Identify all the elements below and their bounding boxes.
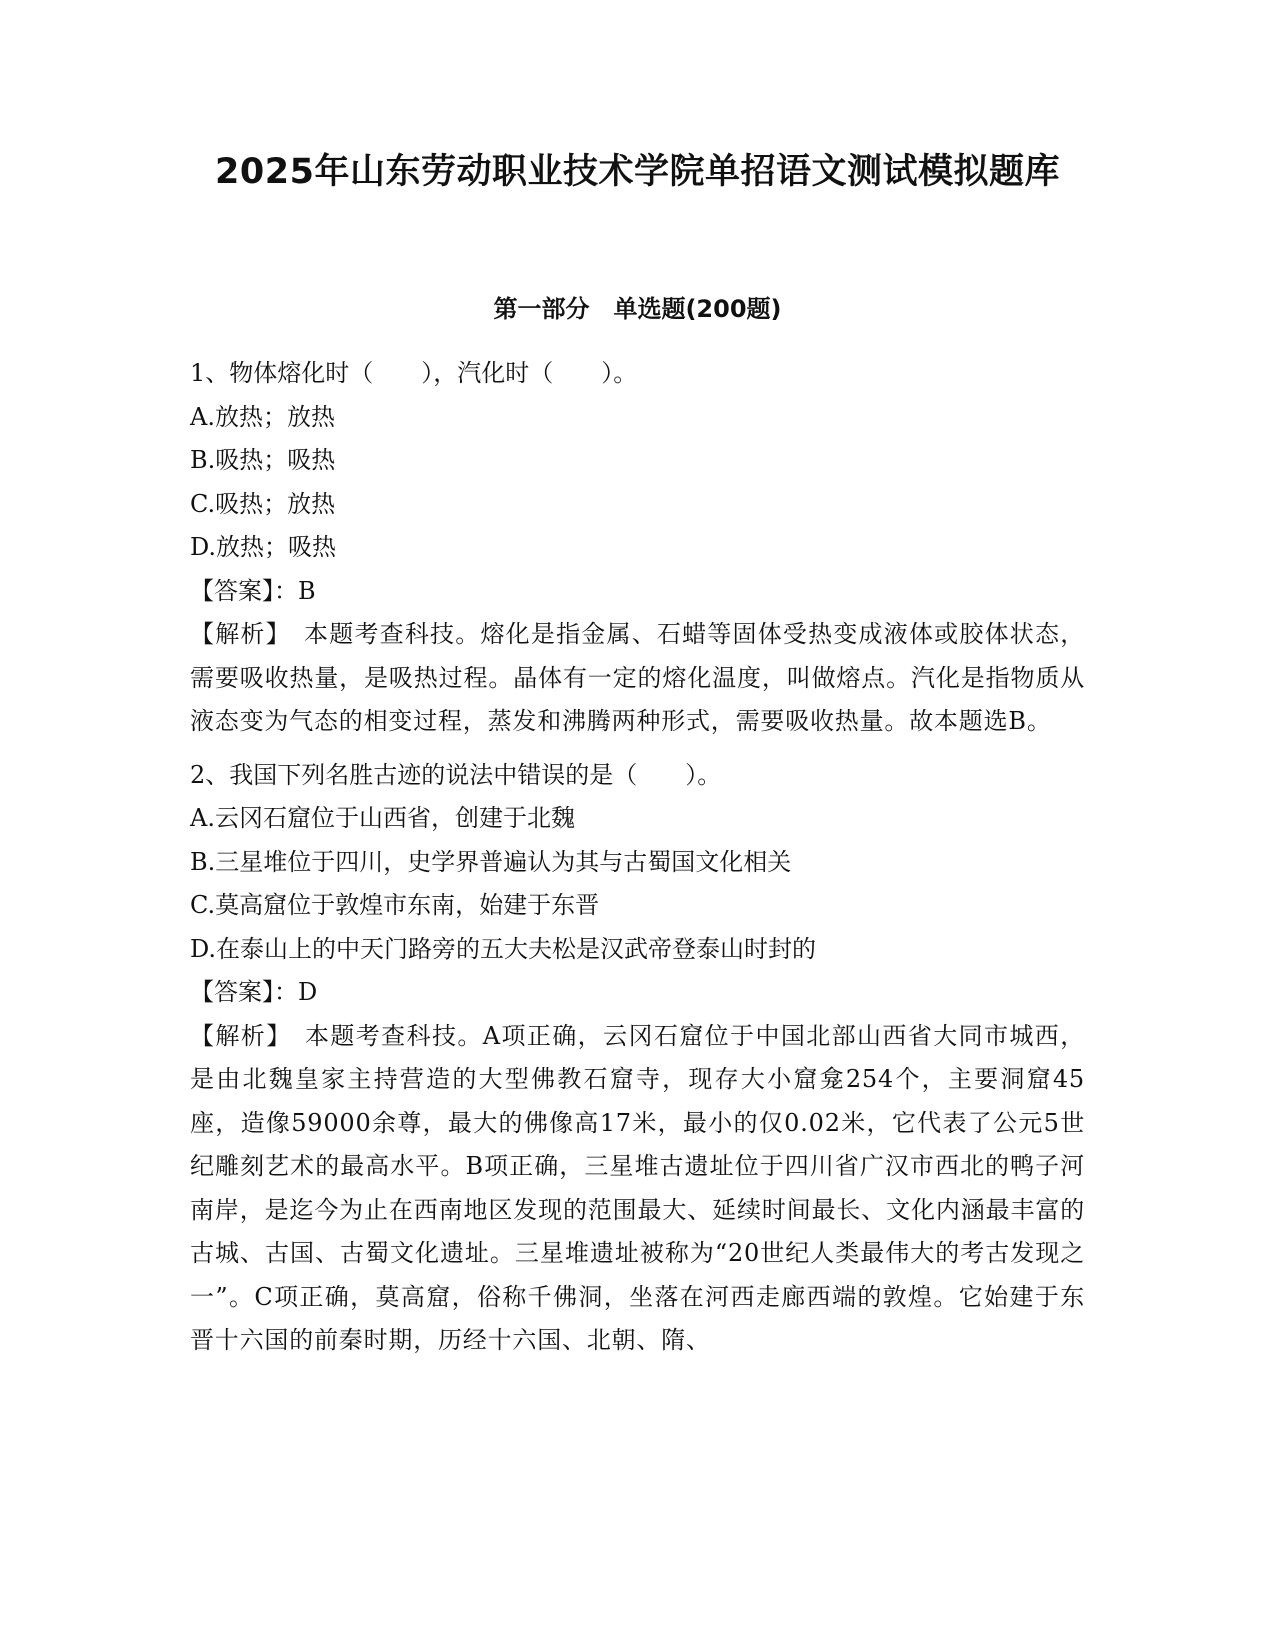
answer-label: 【答案】：: [190, 576, 298, 605]
answer-value: D: [298, 978, 318, 1006]
option-b: B.三星堆位于四川，史学界普遍认为其与古蜀国文化相关: [190, 847, 792, 876]
analysis-text: 本题考查科技。熔化是指金属、石蜡等固体受热变成液体或胶体状态，需要吸收热量，是吸热过程。晶体有一定的熔化温度，叫做熔点。汽化是指物质从液态变为气态的相变过程，蒸发和沸腾两种形式，需要吸收热量。故本题选B。: [190, 620, 1085, 735]
question-stem: 1、物体熔化时（ ），汽化时（ ）。: [190, 359, 638, 387]
answer-label: 【答案】：: [190, 978, 298, 1006]
section-heading: 第一部分 单选题(200题): [493, 295, 782, 323]
option-b: B.吸热；吸热: [190, 446, 336, 474]
analysis-label: 【解析】: [190, 620, 305, 648]
analysis-block: [190, 613, 1085, 744]
option-a: A.放热；放热: [190, 402, 335, 431]
analysis-label: 【解析】: [190, 1021, 305, 1050]
option-a: A.云冈石窟位于山西省，创建于北魏: [190, 804, 575, 832]
question-1: [190, 352, 1085, 744]
question-2: [190, 754, 1085, 1363]
option-c: C.吸热；放热: [190, 489, 336, 518]
option-c: C.莫高窟位于敦煌市东南，始建于东晋: [190, 891, 600, 919]
analysis-text: 本题考查科技。A项正确，云冈石窟位于中国北部山西省大同市城西，是由北魏皇家主持营造的大型佛教石窟寺，现存大小窟龛254个，主要洞窟45座，造像59000余尊，最大的佛像高17米，最小的仅0.02米，它代表了公元5世纪雕刻艺术的最高水平。B项正确，三星堆古遗址位于四川省广汉市西北的鸭子河南岸，是迄今为止在西南地区发现的范围最大、延续时间最长、文化内涵最丰富的古城、古国、古蜀文化遗址。三星堆遗址被称为“20世纪人类最伟大的考古发现之一”。C项正确，莫高窟，俗称千佛洞，坐落在河西走廊西端的敦煌。它始建于东晋十六国的前秦时期，历经十六国、北朝、隋、: [190, 1021, 1085, 1354]
document-title: 2025年山东劳动职业技术学院单招语文测试模拟题库: [215, 152, 1060, 192]
option-d: D.在泰山上的中天门路旁的五大夫松是汉武帝登泰山时封的: [190, 934, 817, 963]
option-d: D.放热；吸热: [190, 533, 337, 561]
answer-value: B: [298, 576, 316, 605]
question-spacer: [190, 744, 1085, 754]
answer-line: [190, 971, 1085, 1015]
analysis-block: [190, 1015, 1085, 1363]
question-stem: 2、我国下列名胜古迹的说法中错误的是（ ）。: [190, 760, 722, 789]
question-list: [190, 352, 1085, 1363]
answer-line: [190, 570, 1085, 614]
